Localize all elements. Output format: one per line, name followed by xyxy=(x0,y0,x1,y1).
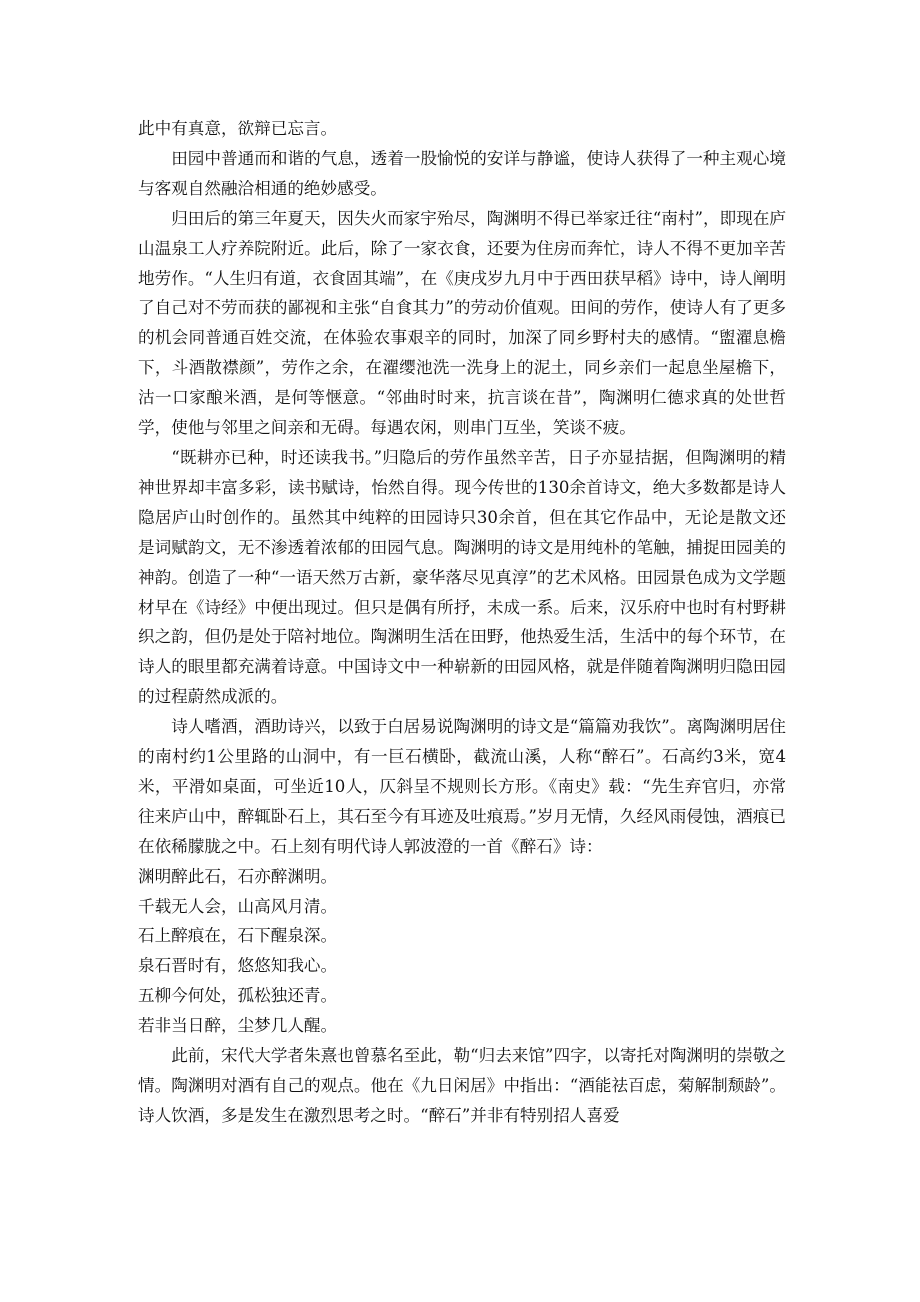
body-paragraph: 此前，宋代大学者朱熹也曾慕名至此，勒“归去来馆”四字，以寄托对陶渊明的崇敬之情。陶渊明对酒有自己的观点。他在《九日闲居》中指出：“酒能祛百虑，菊解制颓龄”。诗人饮酒，多是发生在激烈思考之时。“醉石”并非有特别招人喜爱 xyxy=(138,1046,786,1125)
poem-line: 若非当日醉，尘梦几人醒。 xyxy=(138,1016,338,1036)
body-paragraph: 诗人嗜酒，酒助诗兴，以致于白居易说陶渊明的诗文是“篇篇劝我饮”。离陶渊明居住的南村约1公里路的山洞中，有一巨石横卧，截流山溪，人称“醉石”。石高约3米，宽4米，平滑如桌面，可坐近10人，仄斜呈不规则长方形。《南史》载：“先生弃官归，亦常往来庐山中，醉辄卧石上，其石至今有耳迹及吐痕焉。”岁月无情，久经风雨侵蚀，酒痕已在依稀朦胧之中。石上刻有明代诗人郭波澄的一首《醉石》诗： xyxy=(138,717,786,856)
poem-line: 五柳今何处，孤松独还青。 xyxy=(138,986,338,1006)
poem-line: 泉石晋时有，悠悠知我心。 xyxy=(138,956,338,976)
poem-line: 渊明醉此石，石亦醉渊明。 xyxy=(138,866,338,886)
poem-line: 石上醉痕在，石下醒泉深。 xyxy=(138,926,338,946)
body-paragraph: “既耕亦已种，时还读我书。”归隐后的劳作虽然辛苦，日子亦显拮据，但陶渊明的精神世界却丰富多彩，读书赋诗，怡然自得。现今传世的130余首诗文，绝大多数都是诗人隐居庐山时创作的。虽然其中纯粹的田园诗只30余首，但在其它作品中，无论是散文还是词赋韵文，无不渗透着浓郁的田园气息。陶渊明的诗文是用纯朴的笔触，捕捉田园美的神韵。创造了一种“一语天然万古新，豪华落尽见真淳”的艺术风格。田园景色成为文学题材早在《诗经》中便出现过。但只是偶有所抒，未成一系。后来，汉乐府中也时有村野耕织之韵，但仍是处于陪衬地位。陶渊明生活在田野，他热爱生活，生活中的每个环节，在诗人的眼里都充满着诗意。中国诗文中一种崭新的田园风格，就是伴随着陶渊明归隐田园的过程蔚然成派的。 xyxy=(138,447,786,707)
body-paragraph: 田园中普通而和谐的气息，透着一股愉悦的安详与静谧，使诗人获得了一种主观心境与客观自然融洽相通的绝妙感受。 xyxy=(138,148,786,198)
body-paragraph: 归田后的第三年夏天，因失火而家宇殆尽，陶渊明不得已举家迁往“南村”，即现在庐山温泉工人疗养院附近。此后，除了一家衣食，还要为住房而奔忙，诗人不得不更加辛苦地劳作。“人生归有道，衣食固其端”，在《庚戌岁九月中于西田获早稻》诗中，诗人阐明了自己对不劳而获的鄙视和主张“自食其力”的劳动价值观。田间的劳作，使诗人有了更多的机会同普通百姓交流，在体验农事艰辛的同时，加深了同乡野村夫的感情。“盥濯息檐下，斗酒散襟颜”，劳作之余，在濯缨池洗一洗身上的泥土，同乡亲们一起息坐屋檐下，沽一口家酿米酒，是何等惬意。“邻曲时时来，抗言谈在昔”，陶渊明仁德求真的处世哲学，使他与邻里之间亲和无碍。每遇农闲，则串门互坐，笑谈不疲。 xyxy=(138,208,786,438)
document-page xyxy=(138,114,786,1131)
poem-line: 千载无人会，山高风月清。 xyxy=(138,896,338,916)
poem-line: 此中有真意，欲辩已忘言。 xyxy=(138,119,338,138)
